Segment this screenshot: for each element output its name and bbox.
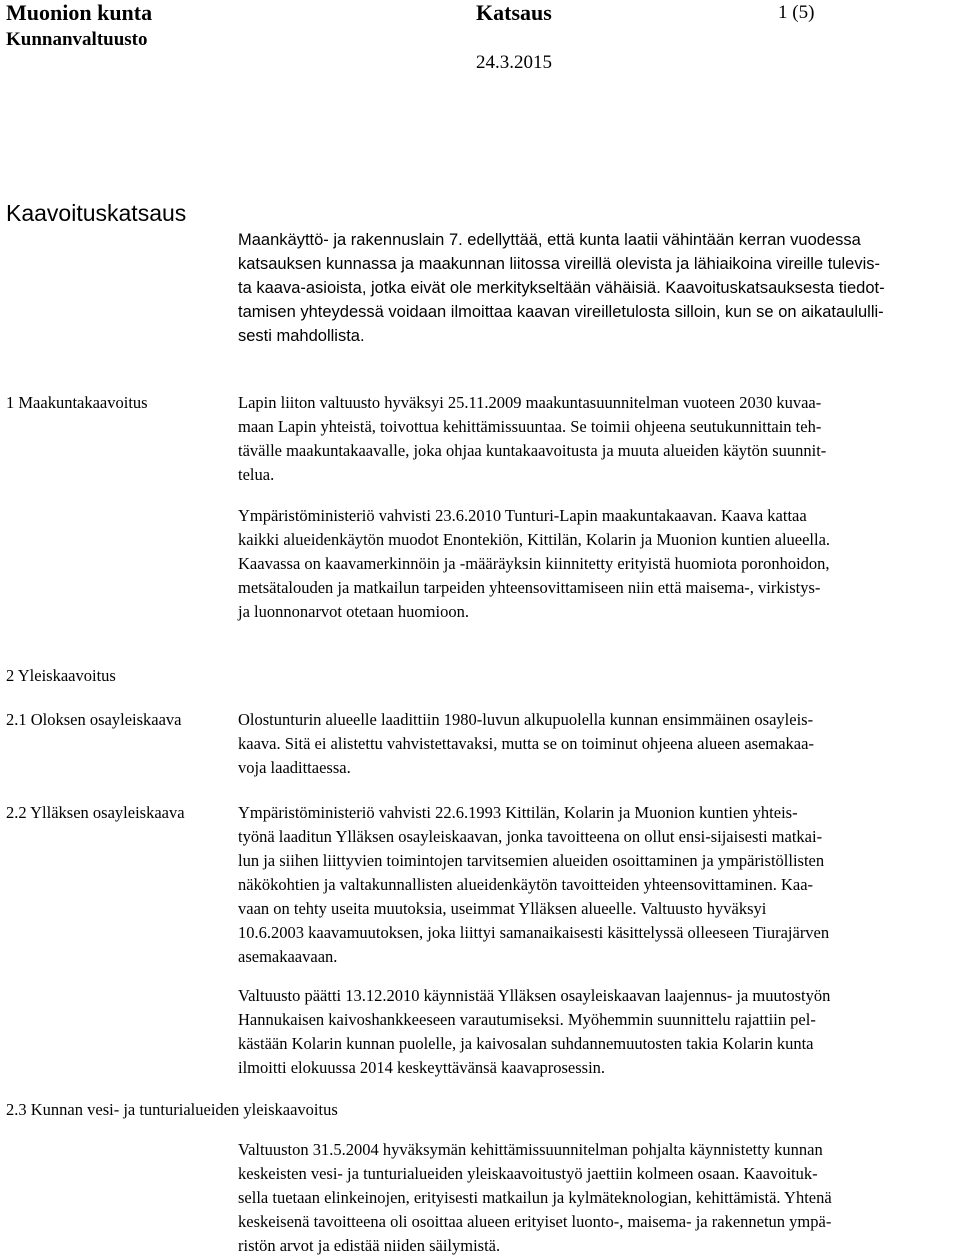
paragraph-line: keskeisenä tavoitteena oli osoittaa alueen erityiset luonto-, maisema- ja rakennetun ympä- bbox=[238, 1212, 832, 1231]
paragraph-line: ristön arvot ja edistää niiden säilymistä. bbox=[238, 1236, 501, 1255]
subsection-label-yllaksen: 2.2 Ylläksen osayleiskaava bbox=[6, 803, 185, 822]
paragraph-line: Hannukaisen kaivoshankkeeseen varautumiseksi. Myöhemmin suunnittelu rajattiin pel- bbox=[238, 1010, 816, 1029]
document-type: Katsaus bbox=[476, 0, 552, 25]
subsection-vesi-tunturi-text bbox=[238, 1138, 950, 1258]
section-heading-yleiskaavoitus: 2 Yleiskaavoitus bbox=[6, 666, 116, 685]
paragraph-line: Valtuusto päätti 13.12.2010 käynnistää Ylläksen osayleiskaavan laajennus- ja muutostyön bbox=[238, 986, 831, 1005]
paragraph-line: metsätalouden ja matkailun tarpeiden yhteensovittamiseen niin että maisema-, virkistys- bbox=[238, 578, 821, 597]
paragraph-line: ilmoitti elokuussa 2014 keskeyttävänsä kaavaprosessin. bbox=[238, 1058, 606, 1077]
intro-line: ta kaava-asioista, jotka eivät ole merkitykseltään vähäisiä. Kaavoituskatsauksesta tiedot- bbox=[238, 279, 885, 297]
paragraph-line: tävälle maakuntakaavalle, joka ohjaa kuntakaavoitusta ja muuta alueiden käytön suunnit- bbox=[238, 441, 827, 460]
paragraph-line: asemakaavaan. bbox=[238, 947, 338, 966]
paragraph-line: kaava. Sitä ei alistettu vahvistettavaksi, mutta se on toiminut ohjeena alueen asemakaa- bbox=[238, 734, 814, 753]
subsection-yllaksen-paragraph-2 bbox=[238, 984, 950, 1080]
section-heading-maakuntakaavoitus: 1 Maakuntakaavoitus bbox=[6, 393, 148, 412]
intro-line: tamisen yhteydessä voidaan ilmoittaa kaavan vireilletulosta silloin, kun se on aikataululli- bbox=[238, 303, 884, 321]
paragraph-line: Lapin liiton valtuusto hyväksyi 25.11.2009 maakuntasuunnitelman vuoteen 2030 kuvaa- bbox=[238, 393, 822, 412]
section1-paragraph-2 bbox=[238, 504, 950, 624]
subsection-label-oloksen: 2.1 Oloksen osayleiskaava bbox=[6, 710, 182, 729]
paragraph-line: työnä laaditun Ylläksen osayleiskaavan, jonka tavoitteena on ollut ensi-sijaisesti matkai- bbox=[238, 827, 823, 846]
paragraph-line: sella tuetaan elinkeinojen, erityisesti matkailun ja kylmäteknologian, kehittämistä. Yhtenä bbox=[238, 1188, 832, 1207]
paragraph-line: keskeisten vesi- ja tunturialueiden yleiskaavoitustyö jaettiin kolmeen osaan. Kaavoituk- bbox=[238, 1164, 818, 1183]
subsection-yllaksen-paragraph-1 bbox=[238, 801, 950, 969]
municipality-name: Muonion kunta bbox=[6, 0, 153, 25]
council-name: Kunnanvaltuusto bbox=[6, 29, 148, 50]
paragraph-line: 10.6.2003 kaavamuutoksen, joka liittyi samanaikaisesti käsittelyssä olleeseen Tiurajärven bbox=[238, 923, 830, 942]
subsection-oloksen-text bbox=[238, 708, 950, 780]
paragraph-line: maan Lapin yhteistä, toivottua kehittämissuuntaa. Se toimii ohjeena seutukunnittain teh- bbox=[238, 417, 822, 436]
paragraph-line: voja laadittaessa. bbox=[238, 758, 351, 777]
paragraph-line: ja luonnonarvot otetaan huomioon. bbox=[238, 602, 469, 621]
intro-line: katsauksen kunnassa ja maakunnan liitossa vireillä olevista ja lähiaikoina vireille tulevis- bbox=[238, 255, 880, 273]
paragraph-line: kaikki alueidenkäytön muodot Enontekiön, Kittilän, Kolarin ja Muonion kuntien alueella. bbox=[238, 530, 831, 549]
document-date: 24.3.2015 bbox=[476, 52, 552, 73]
intro-line: Maankäyttö- ja rakennuslain 7. edellyttää, että kunta laatii vähintään kerran vuodessa bbox=[238, 231, 861, 249]
paragraph-line: vaan on tehty useita muutoksia, useimmat Ylläksen alueelle. Valtuusto hyväksyi bbox=[238, 899, 767, 918]
paragraph-line: Valtuuston 31.5.2004 hyväksymän kehittämissuunnitelman pohjalta käynnistetty kunnan bbox=[238, 1140, 823, 1159]
paragraph-line: telua. bbox=[238, 465, 275, 484]
paragraph-line: Ympäristöministeriö vahvisti 23.6.2010 Tunturi-Lapin maakuntakaavan. Kaava kattaa bbox=[238, 506, 807, 525]
paragraph-line: Kaavassa on kaavamerkinnöin ja -määräyksin kiinnitetty erityistä huomiota poronhoidon, bbox=[238, 554, 830, 573]
paragraph-line: Olostunturin alueelle laadittiin 1980-luvun alkupuolella kunnan ensimmäinen osayleis- bbox=[238, 710, 814, 729]
section1-paragraph-1 bbox=[238, 391, 950, 487]
intro-line: sesti mahdollista. bbox=[238, 327, 365, 345]
page-title: Kaavoituskatsaus bbox=[6, 200, 187, 226]
paragraph-line: näkökohtien ja valtakunnallisten alueidenkäytön tavoitteiden yhteensovittaminen. Kaa- bbox=[238, 875, 814, 894]
paragraph-line: lun ja siihen liittyvien toimintojen tarvitsemien alueiden osoittaminen ja ympäristöllisten bbox=[238, 851, 825, 870]
paragraph-line: kästään Kolarin kunnan puolelle, ja kaivosalan suhdannemuutosten takia Kolarin kunta bbox=[238, 1034, 814, 1053]
paragraph-line: Ympäristöministeriö vahvisti 22.6.1993 Kittilän, Kolarin ja Muonion kuntien yhteis- bbox=[238, 803, 798, 822]
page-number: 1 (5) bbox=[778, 2, 815, 23]
intro-paragraph bbox=[238, 228, 950, 348]
subsection-label-vesi-tunturi: 2.3 Kunnan vesi- ja tunturialueiden yleiskaavoitus bbox=[6, 1100, 338, 1119]
